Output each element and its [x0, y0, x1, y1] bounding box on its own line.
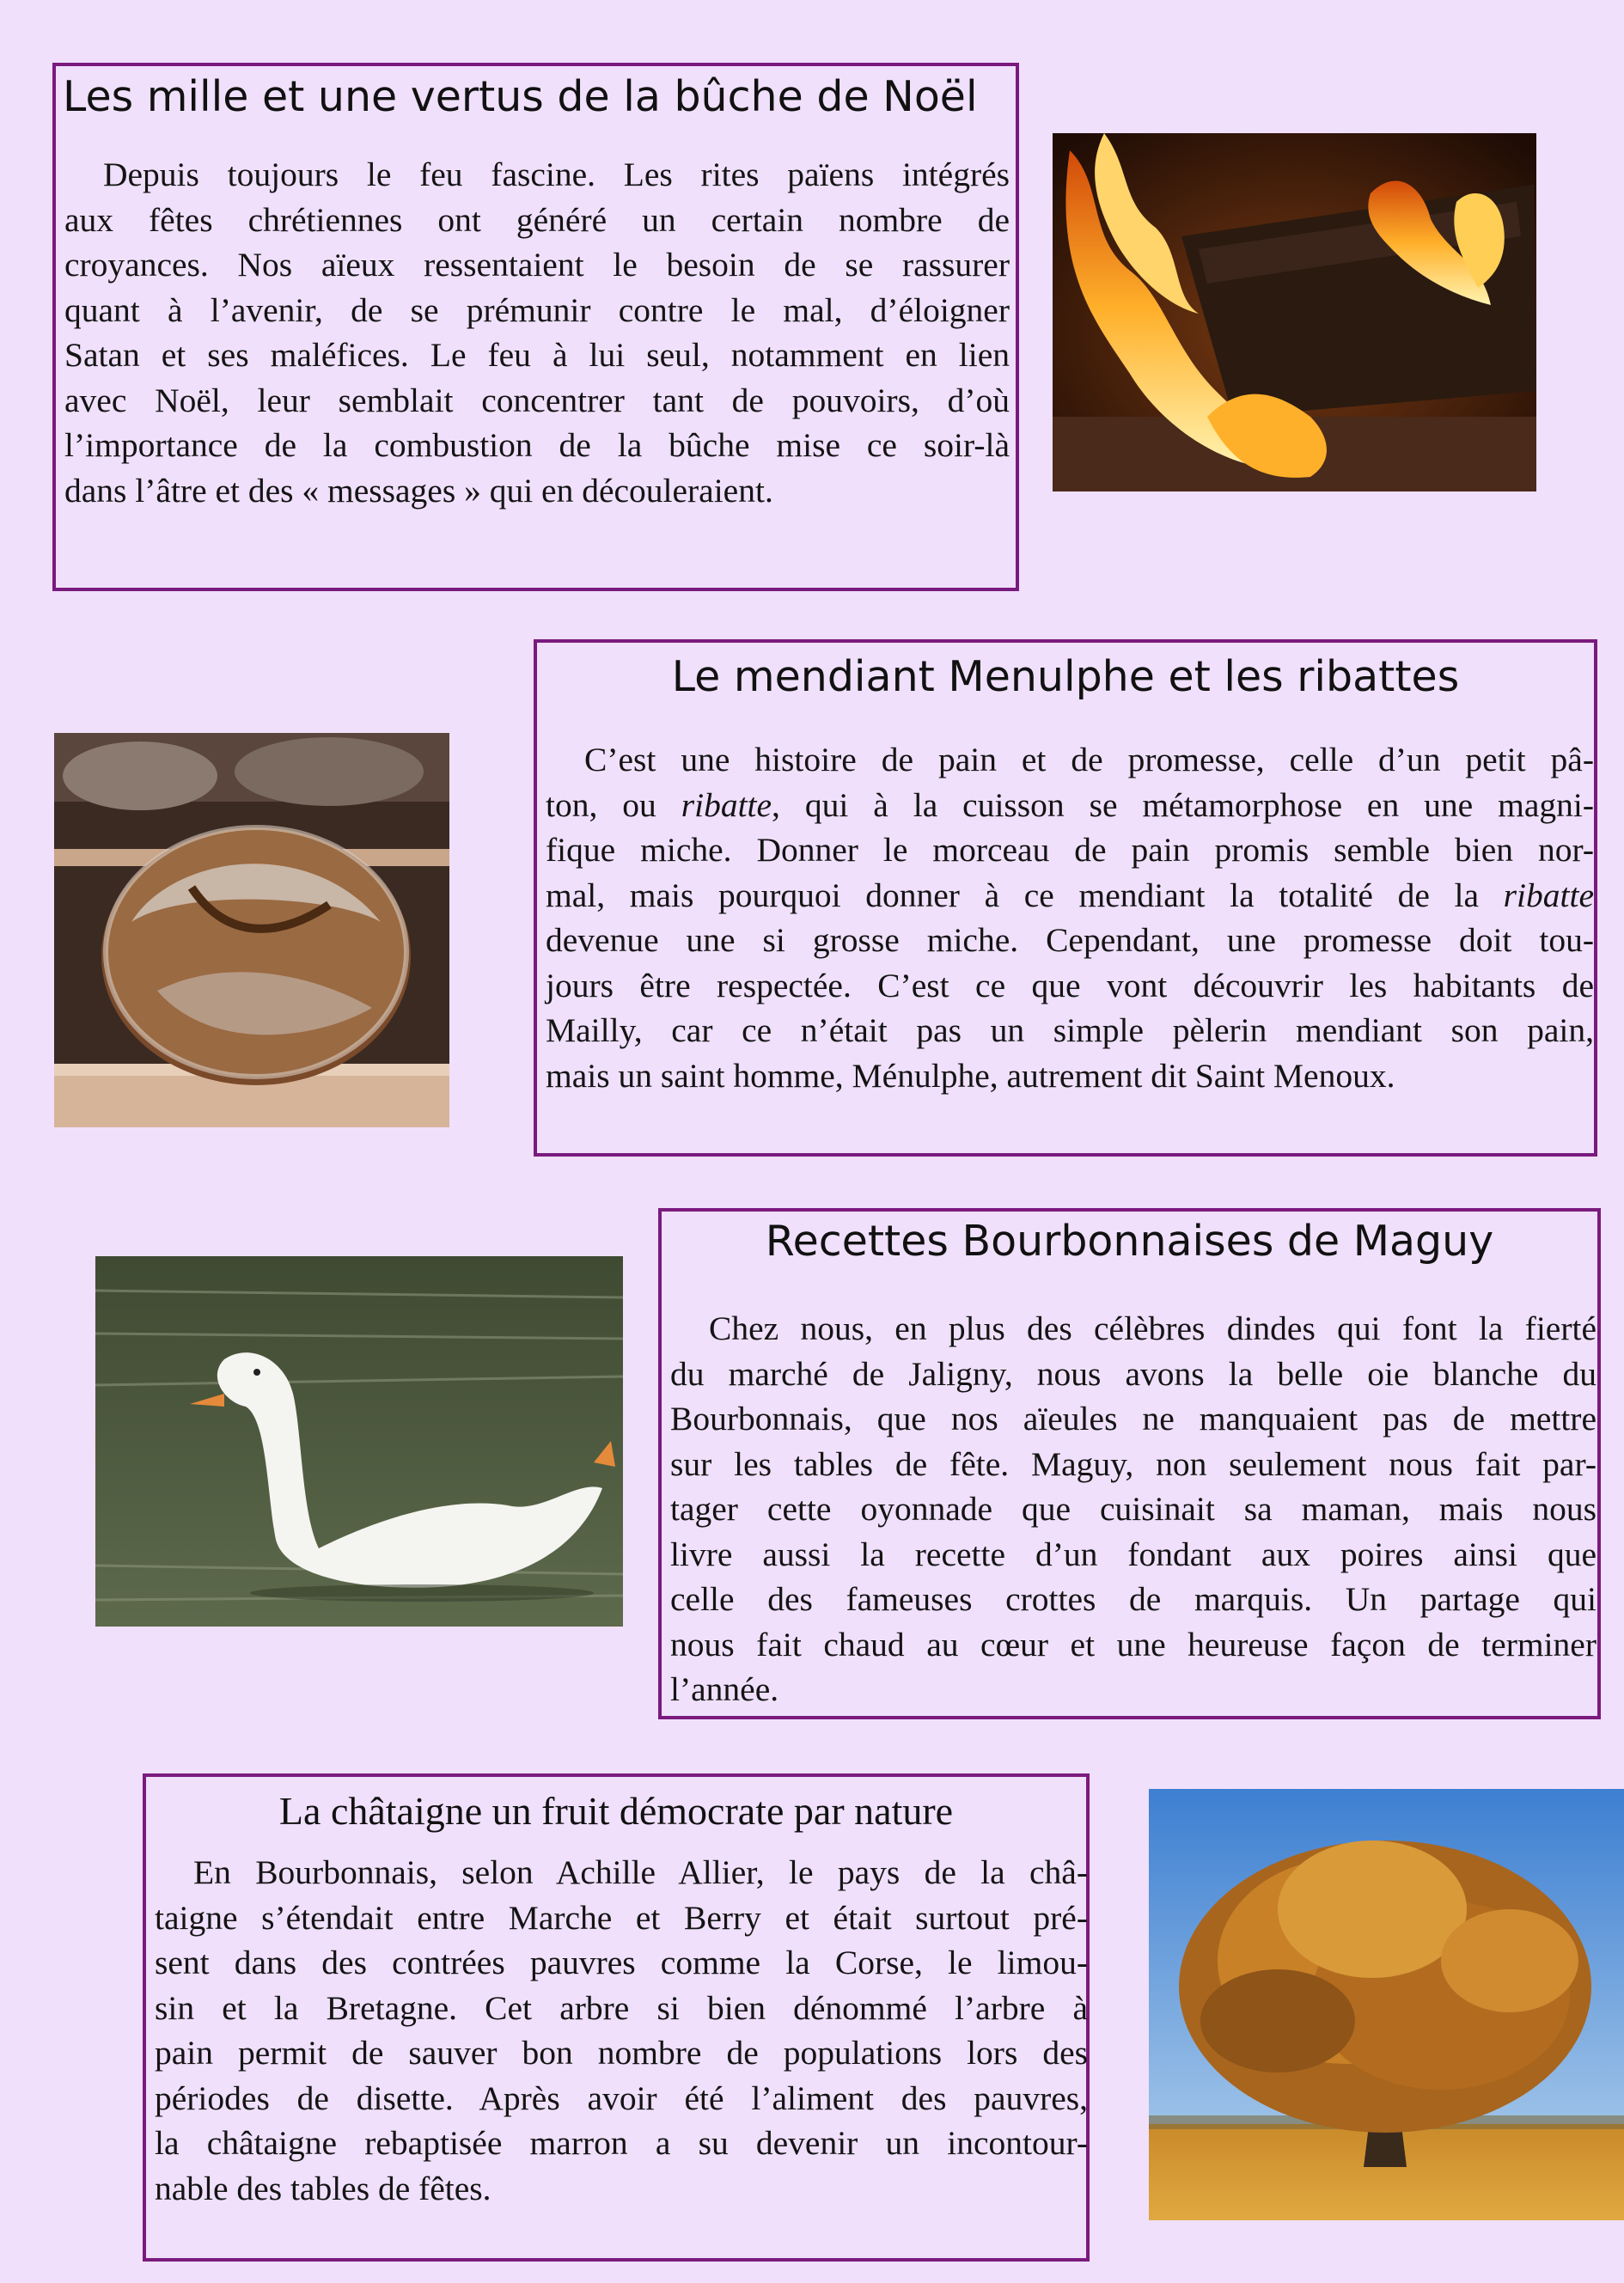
chestnut-tree-photo [1149, 1789, 1624, 2220]
text-line: pain permit de sauver bon nombre de populations lors des [155, 2034, 1088, 2072]
text-line: aux fêtes chrétiennes ont généré un certain nombre de [64, 200, 1010, 239]
text-line: avec Noël, leur semblait concentrer tant de pouvoirs, d’où [64, 381, 1010, 419]
article-body [670, 1306, 1597, 1712]
text-line: Depuis toujours le feu fascine. Les rites païens intégrés [103, 156, 1010, 193]
text-line: ton, ou ribatte, qui à la cuisson se métamorphose en une magni- [546, 785, 1594, 824]
article-title: Le mendiant Menulphe et les ribattes [671, 652, 1460, 701]
text-line: devenue une si grosse miche. Cependant, une promesse doit tou- [546, 921, 1594, 959]
text-line: En Bourbonnais, selon Achille Allier, le pays de la châ- [193, 1853, 1088, 1891]
text-line: dans l’âtre et des « messages » qui en découleraient. [64, 471, 773, 510]
text-line: sent dans des contrées pauvres comme la Corse, le limou- [155, 1944, 1088, 1981]
text-line: sur les tables de fête. Maguy, non seulement nous fait par- [670, 1444, 1597, 1483]
article-mendiant [534, 639, 1597, 1157]
article-buche-noel [52, 63, 1019, 591]
goose-photo [95, 1256, 623, 1627]
article-body [64, 152, 1010, 513]
text-line: livre aussi la recette d’un fondant aux poires ainsi que [670, 1535, 1597, 1573]
text-line: périodes de disette. Après avoir été l’aliment des pauvres, [155, 2079, 1088, 2117]
text-line: taigne s’étendait entre Marche et Berry et était surtout pré- [155, 1898, 1088, 1937]
text-line: fique miche. Donner le morceau de pain promis semble bien nor- [546, 831, 1594, 869]
text-line: Mailly, car ce n’était pas un simple pèlerin mendiant son pain, [546, 1011, 1594, 1049]
bread-photo [54, 733, 449, 1127]
text-line: C’est une histoire de pain et de promesse, celle d’un petit pâ- [584, 741, 1594, 778]
text-line: croyances. Nos aïeux ressentaient le besoin de se rassurer [64, 246, 1010, 284]
text-line: Bourbonnais, que nos aïeules ne manquaient pas de mettre [670, 1400, 1597, 1438]
article-chataigne [143, 1773, 1090, 2262]
text-line: nous fait chaud au cœur et une heureuse façon de terminer [670, 1625, 1597, 1663]
article-body [546, 737, 1594, 1098]
fire-log-photo [1053, 133, 1536, 491]
article-recettes [658, 1208, 1601, 1719]
text-line: mal, mais pourquoi donner à ce mendiant la totalité de la ribatte [546, 876, 1594, 914]
article-body [155, 1850, 1088, 2211]
text-line: sin et la Bretagne. Cet arbre si bien dénommé l’arbre à [155, 1988, 1088, 2027]
text-line: jours être respectée. C’est ce que vont découvrir les habitants de [546, 966, 1594, 1004]
article-title: Recettes Bourbonnaises de Maguy [765, 1217, 1494, 1266]
article-title: La châtaigne un fruit démocrate par nature [278, 1789, 954, 1833]
text-line: mais un saint homme, Ménulphe, autrement dit Saint Menoux. [546, 1056, 1395, 1095]
text-line: celle des fameuses crottes de marquis. Un partage qui [670, 1580, 1597, 1618]
text-line: tager cette oyonnade que cuisinait sa maman, mais nous [670, 1490, 1597, 1528]
text-line: du marché de Jaligny, nous avons la belle oie blanche du [670, 1354, 1597, 1393]
article-title: Les mille et une vertus de la bûche de Noël [63, 72, 978, 121]
text-line: quant à l’avenir, de se prémunir contre le mal, d’éloigner [64, 290, 1010, 329]
text-line: l’année. [670, 1670, 779, 1708]
text-line: l’importance de la combustion de la bûche mise ce soir-là [64, 426, 1010, 464]
text-line: nable des tables de fêtes. [155, 2169, 491, 2207]
text-line: la châtaigne rebaptisée marron a su devenir un incontour- [155, 2124, 1088, 2162]
text-line: Satan et ses maléfices. Le feu à lui seul, notamment en lien [64, 336, 1010, 374]
text-line: Chez nous, en plus des célèbres dindes qui font la fierté [709, 1309, 1597, 1347]
